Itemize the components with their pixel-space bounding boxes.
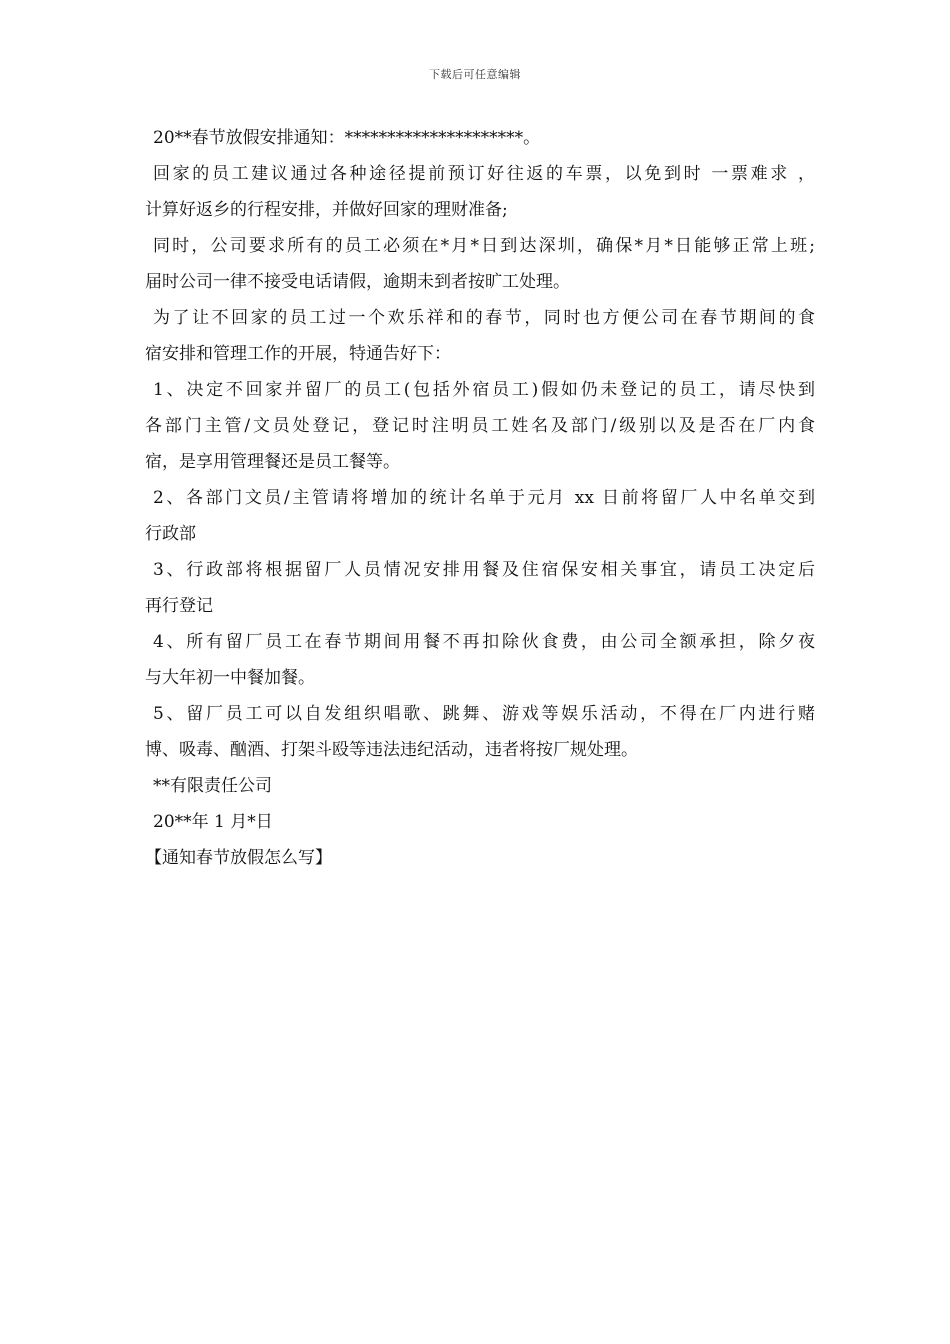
list-item-line: 4、所有留厂员工在春节期间用餐不再扣除伙食费，由公司全额承担，除夕夜 — [153, 632, 815, 652]
list-item-line: 1、决定不回家并留厂的员工(包括外宿员工)假如仍未登记的员工，请尽快到 — [153, 380, 815, 400]
document-body — [145, 120, 815, 876]
company-signature: **有限责任公司 — [153, 776, 272, 796]
section-heading: 【通知春节放假怎么写】 — [145, 848, 332, 868]
signature-date: 20**年 1 月*日 — [153, 812, 273, 832]
list-item-line: 博、吸毒、酗酒、打架斗殴等违法违纪活动，违者将按厂规处理。 — [145, 740, 638, 760]
page-header-watermark: 下载后可任意编辑 — [429, 68, 521, 81]
paragraph-line: 回家的员工建议通过各种途径提前预订好往返的车票，以免到时 一票难求 ， — [153, 164, 815, 184]
list-item-line: 3、行政部将根据留厂人员情况安排用餐及住宿保安相关事宜，请员工决定后 — [153, 560, 815, 580]
list-item-line: 各部门主管/文员处登记，登记时注明员工姓名及部门/级别以及是否在厂内食 — [145, 416, 815, 436]
paragraph-line: 计算好返乡的行程安排，并做好回家的理财准备; — [145, 200, 508, 220]
list-item-line: 再行登记 — [145, 596, 213, 616]
list-item-line: 与大年初一中餐加餐。 — [145, 668, 315, 688]
paragraph-line: 为了让不回家的员工过一个欢乐祥和的春节，同时也方便公司在春节期间的食 — [153, 308, 815, 328]
paragraph-line: 宿安排和管理工作的开展，特通告好下： — [145, 344, 451, 364]
list-item-line: 行政部 — [145, 524, 196, 544]
paragraph-line: 届时公司一律不接受电话请假，逾期未到者按旷工处理。 — [145, 272, 570, 292]
notice-title-line: 20**春节放假安排通知：*********************。 — [153, 128, 541, 148]
list-item-line: 宿，是享用管理餐还是员工餐等。 — [145, 452, 400, 472]
list-item-line: 2、各部门文员/主管请将增加的统计名单于元月 xx 日前将留厂人中名单交到 — [153, 488, 815, 508]
list-item-line: 5、留厂员工可以自发组织唱歌、跳舞、游戏等娱乐活动，不得在厂内进行赌 — [153, 704, 815, 724]
paragraph-line: 同时，公司要求所有的员工必须在*月*日到达深圳，确保*月*日能够正常上班; — [153, 236, 815, 256]
